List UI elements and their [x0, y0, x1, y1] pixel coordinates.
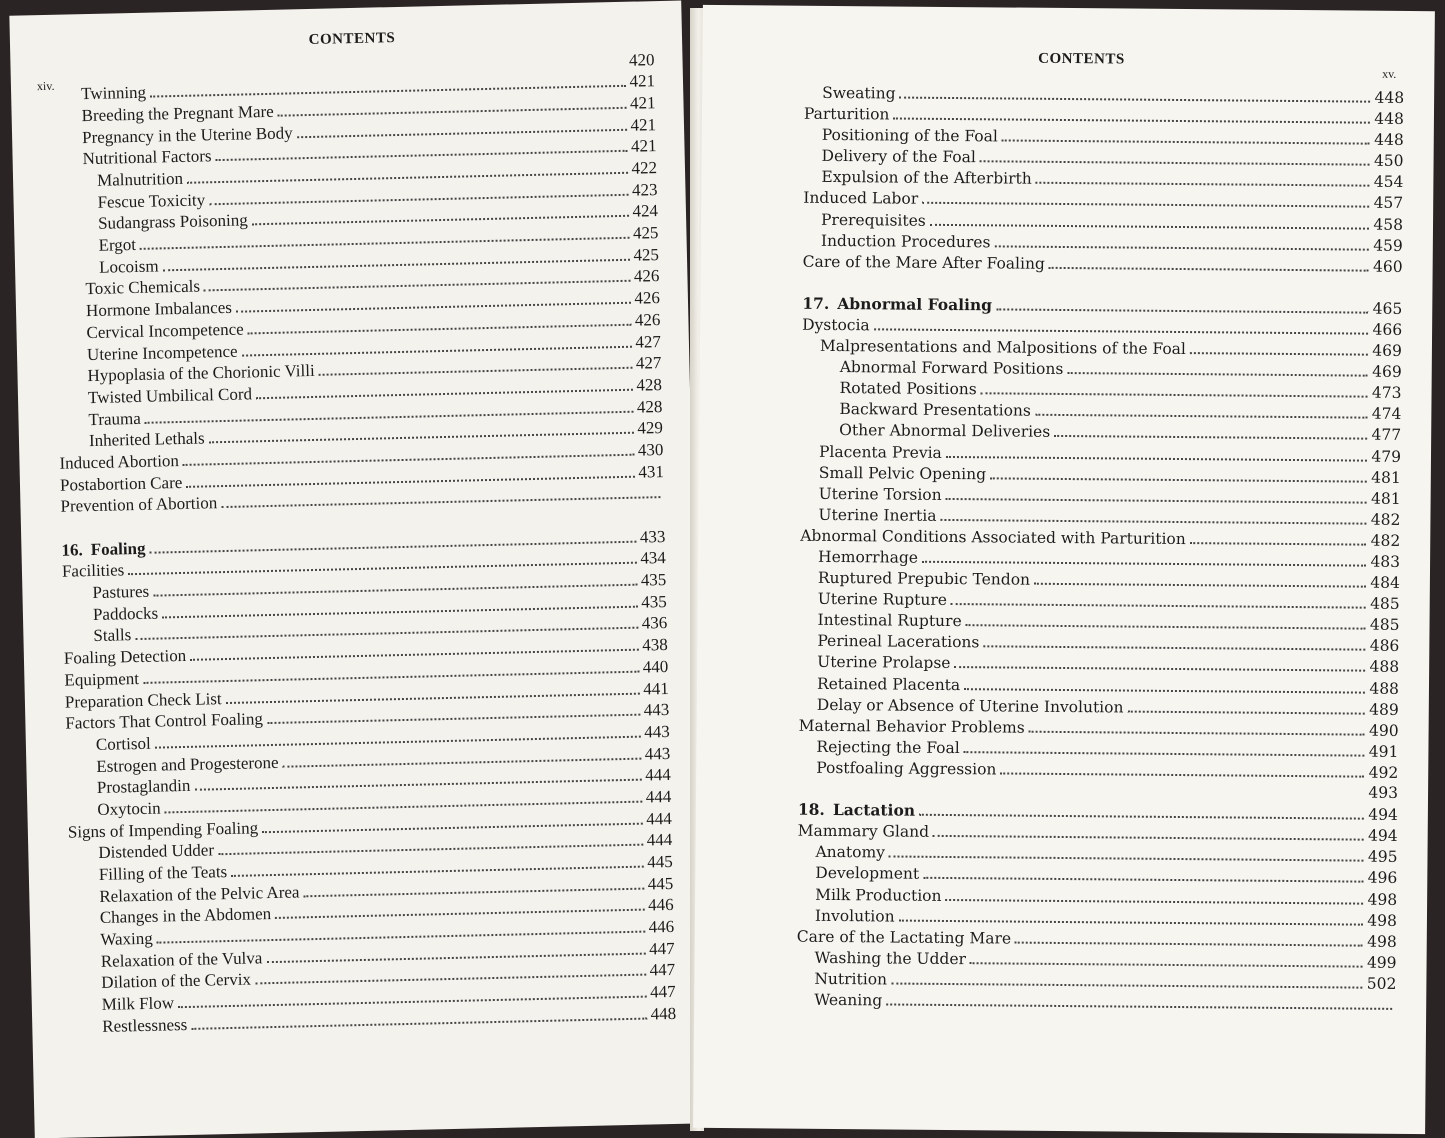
toc-entry: [752, 756, 1398, 783]
dot-leader: [930, 209, 1370, 229]
toc-entry-label: [818, 568, 1030, 591]
toc-page-number: 441: [643, 678, 669, 699]
toc-entry-title: Fescue Toxicity: [97, 190, 206, 212]
toc-entry-label: [840, 357, 1064, 380]
toc-entry-title: Toxic Chemicals: [85, 276, 201, 299]
toc-entry-label: [798, 821, 930, 843]
toc-page-number: 435: [641, 591, 668, 612]
toc-entry-label: [819, 484, 942, 506]
toc-entry-label: [798, 799, 915, 821]
toc-entry-title: Prerequisites: [820, 210, 926, 230]
folio: xiv.: [36, 78, 55, 94]
toc-entry-title: Uterine Inertia: [818, 505, 937, 525]
toc-entry-label: [102, 1014, 187, 1038]
toc-entry-label: [98, 234, 136, 257]
dot-leader: [1000, 758, 1364, 777]
toc-entry-title: Equipment: [64, 668, 140, 690]
toc-page-number: 498: [1367, 932, 1397, 951]
toc-entry-label: [99, 255, 159, 278]
toc-entry-title: Cervical Incompetence: [86, 319, 244, 342]
dot-leader: [922, 547, 1367, 567]
dot-leader: [891, 968, 1363, 988]
running-head: CONTENTS: [308, 30, 396, 48]
toc-entry-label: [60, 472, 183, 496]
toc-entry-label: [102, 992, 175, 1015]
toc-entry-label: [97, 168, 183, 192]
toc-page-number: 460: [1372, 257, 1403, 276]
toc-page-number: 445: [646, 851, 673, 872]
toc-page-number: 426: [633, 266, 660, 287]
dot-leader: [893, 104, 1370, 124]
toc-page-number: 447: [648, 938, 675, 959]
toc-entry-title: Prostaglandin: [96, 776, 191, 798]
toc-entry-label: [96, 733, 151, 756]
dot-leader: [1034, 569, 1366, 588]
dot-leader: [1029, 717, 1365, 736]
toc-page-number: 444: [646, 830, 673, 850]
dot-leader: [1049, 253, 1369, 272]
toc-entry-title: Care of the Lactating Mare: [796, 927, 1012, 948]
toc-entry-title: Prevention of Abortion: [60, 493, 218, 517]
toc-page-number: 424: [632, 201, 659, 222]
toc-entry-label: [93, 625, 131, 648]
toc-page-number: 430: [637, 440, 664, 460]
toc-page-number: 427: [635, 353, 662, 373]
toc-entry-label: [817, 652, 951, 674]
toc-entry-title: Dilation of the Cervix: [101, 970, 252, 993]
toc-entry-label: [59, 450, 179, 474]
toc-entry-title: Locoism: [98, 256, 159, 277]
toc-entry-title: Paddocks: [92, 603, 159, 624]
toc-page-number: 454: [1373, 173, 1404, 192]
toc-entry-label: [818, 589, 947, 611]
folio: xv.: [1382, 66, 1397, 81]
toc-page-number: 435: [640, 570, 667, 590]
toc-entry-title: Abnormal Conditions Associated with Parturition: [800, 526, 1186, 548]
toc-page-number: 494: [1368, 805, 1398, 825]
dot-leader: [996, 294, 1369, 313]
toc-entry: [750, 988, 1396, 1015]
dot-leader: [983, 632, 1365, 651]
toc-entry-title: Pastures: [92, 581, 150, 603]
toc-page-number: 436: [641, 613, 668, 634]
toc-entry-label: [822, 146, 976, 168]
toc-entry-label: [818, 505, 936, 527]
toc-page-number: 457: [1373, 194, 1404, 213]
toc-entry-label: [815, 842, 885, 864]
toc-entry-title: Stalls: [93, 625, 132, 646]
toc-entry-label: [92, 581, 149, 604]
toc-entry-label: [817, 610, 961, 632]
toc-entry-label: [802, 315, 870, 337]
toc-page-number: 427: [635, 331, 662, 352]
toc-entry-title: Distended Udder: [98, 840, 215, 863]
dot-leader: [945, 885, 1363, 905]
toc-entry-title: Breeding the Pregnant Mare: [81, 101, 274, 126]
dot-leader: [874, 314, 1369, 334]
dot-leader: [886, 989, 1392, 1009]
toc-entry-label: [839, 399, 1031, 422]
toc-page-number: 465: [1372, 299, 1403, 318]
toc-entry-title: Parturition: [803, 104, 890, 124]
dot-leader: [1036, 168, 1370, 187]
toc-entry-title: Nutrition: [814, 969, 888, 989]
toc-entry-title: Oxytocin: [97, 798, 161, 819]
toc-entry-title: Abnormal Foaling: [837, 293, 993, 315]
toc-page-number: 448: [1374, 109, 1405, 128]
dot-leader: [981, 379, 1368, 398]
toc-entry-title: Intestinal Rupture: [817, 611, 962, 631]
toc-entry-title: Rejecting the Foal: [816, 737, 960, 757]
toc-entry-title: Postabortion Care: [59, 472, 183, 495]
toc-page-number: 450: [1373, 151, 1404, 171]
toc-entry-title: Trauma: [88, 408, 141, 429]
toc-page-number: 482: [1370, 510, 1401, 529]
toc-page-number: 466: [1372, 320, 1403, 339]
dot-leader: [970, 948, 1363, 967]
toc-page-number: 434: [640, 548, 667, 569]
toc-entry-label: [819, 441, 942, 463]
dot-leader: [946, 442, 1368, 462]
toc-entry-label: [85, 276, 200, 300]
toc-page-number: 495: [1367, 847, 1398, 867]
toc-entry-title: Expulsion of the Afterbirth: [821, 168, 1032, 189]
toc-entry-title: Perineal Lacerations: [817, 632, 980, 652]
toc-page-number: 423: [631, 179, 658, 200]
toc-page-number: 444: [646, 808, 672, 829]
dot-leader: [919, 800, 1364, 820]
toc-page-number: 443: [644, 743, 671, 764]
toc-entry-title: Preparation Check List: [64, 688, 222, 712]
toc-page-number: 431: [638, 461, 665, 482]
toc-entry-label: [819, 462, 986, 485]
toc-entry-title: Signs of Impending Foaling: [67, 818, 259, 842]
toc-entry-title: Anatomy: [815, 843, 886, 862]
toc-entry-title: Malnutrition: [96, 168, 184, 190]
toc-entry-label: [799, 715, 1025, 738]
toc-entry-label: [62, 560, 125, 583]
toc-entry-label: [803, 251, 1045, 274]
orphan-page-number: 493: [1368, 783, 1399, 803]
toc-page-number: 473: [1371, 383, 1402, 403]
dot-leader: [964, 737, 1365, 756]
toc-page-number: 438: [642, 635, 669, 655]
toc-entry-title: Dystocia: [802, 315, 870, 335]
toc-page-number: 447: [649, 960, 676, 980]
toc-page-number: 492: [1368, 763, 1399, 782]
toc-entry-title: Changes in the Abdomen: [99, 904, 272, 928]
toc-entry-title: Abnormal Forward Positions: [839, 358, 1064, 379]
toc-page-number: 421: [630, 114, 657, 135]
toc-page-number: 448: [1374, 130, 1404, 150]
toc-entry-title: Hemorrhage: [818, 547, 919, 567]
toc-entry-label: [821, 230, 991, 253]
toc-entry-title: Hormone Imbalances: [85, 297, 233, 321]
toc-entry-title: Ergot: [98, 235, 137, 255]
dot-leader: [1035, 400, 1368, 419]
toc-entry-title: Facilities: [61, 560, 125, 582]
toc-entry-label: [815, 948, 967, 970]
toc-entry-title: Twisted Umbilical Cord: [87, 384, 253, 408]
chapter-number: 18.: [797, 799, 825, 820]
toc-entry-label: [802, 293, 992, 316]
dot-leader: [923, 863, 1364, 883]
toc-entry-label: [64, 668, 139, 691]
toc-entry-label: [817, 631, 979, 654]
toc-page-number: 485: [1369, 615, 1400, 635]
toc-entry-title: Development: [815, 864, 920, 884]
toc-entry-title: Ruptured Prepubic Tendon: [817, 568, 1031, 589]
toc-entry-label: [97, 189, 205, 213]
dot-leader: [1067, 358, 1368, 377]
dot-leader: [990, 463, 1367, 482]
toc-entry-title: Waxing: [100, 928, 153, 950]
toc-entry-label: [803, 188, 918, 210]
toc-entry-title: Twinning: [80, 82, 147, 104]
toc-page-number: 444: [645, 765, 671, 785]
toc-page-number: 421: [629, 71, 656, 92]
toc-page-number: 477: [1371, 426, 1402, 445]
toc-entry-title: Retained Placenta: [816, 674, 961, 694]
toc-entry-title: Relaxation of the Vulva: [100, 948, 263, 971]
toc-entry-title: Care of the Mare After Foaling: [802, 252, 1045, 273]
toc-page-number: 491: [1368, 742, 1399, 761]
toc-page-number: 421: [629, 93, 656, 113]
toc-page-number: 446: [648, 917, 675, 937]
toc-page-number: 484: [1370, 573, 1400, 593]
toc-page-number: 426: [634, 288, 661, 308]
toc-entry-label: [814, 990, 882, 1012]
dot-leader: [889, 842, 1364, 862]
toc-page-number: 489: [1369, 700, 1399, 719]
dot-leader: [951, 589, 1366, 609]
toc-entry-title: Milk Production: [815, 885, 942, 905]
toc-page-number: 444: [645, 786, 672, 807]
toc-entry-label: [815, 905, 895, 927]
toc-entry-title: Sweating: [822, 83, 896, 103]
chapter-number: 16.: [61, 539, 83, 560]
toc-entry-label: [815, 884, 942, 906]
dot-leader: [899, 83, 1370, 103]
dot-leader: [899, 905, 1364, 925]
toc-entry-title: Backward Presentations: [839, 400, 1031, 421]
dot-leader: [1127, 696, 1365, 714]
toc-page-number: 485: [1370, 594, 1400, 614]
toc-page-number: 458: [1373, 215, 1404, 234]
toc-page-number: 448: [650, 1003, 677, 1024]
toc-page-number: 440: [642, 656, 669, 677]
toc-entry-title: Placenta Previa: [818, 442, 942, 462]
toc-entry-label: [815, 863, 919, 885]
dot-leader: [922, 188, 1370, 208]
toc-entry-title: Positioning of the Foal: [821, 125, 998, 146]
toc-entry-title: Pregnancy in the Uterine Body: [81, 123, 293, 147]
toc-entry-title: Milk Flow: [101, 993, 175, 1015]
toc-entry-label: [814, 969, 887, 991]
toc-page-number: 483: [1370, 552, 1401, 571]
toc-page-number: 486: [1369, 637, 1400, 656]
toc-page-number: 443: [644, 721, 670, 742]
toc-entry-title: Sudangrass Poisoning: [97, 210, 248, 234]
orphan-page-number: 420: [628, 50, 655, 70]
toc-page-number: 428: [636, 396, 663, 417]
dot-leader: [994, 231, 1369, 250]
toc-entry-title: Cortisol: [95, 733, 151, 754]
toc-entry-title: Induction Procedures: [820, 231, 991, 251]
toc-entry-label: [98, 840, 214, 864]
dot-leader: [964, 674, 1365, 693]
toc-entry-title: Hypoplasia of the Chorionic Villi: [87, 361, 315, 386]
toc-page-number: 433: [639, 526, 666, 547]
dot-leader: [1002, 126, 1370, 145]
toc-entry-label: [797, 926, 1012, 949]
toc-page-number: 447: [649, 982, 676, 1002]
toc-entry-title: Restlessness: [102, 1014, 188, 1036]
toc-page-number: 459: [1373, 236, 1403, 255]
toc-entry-title: Uterine Torsion: [818, 484, 942, 504]
toc-entry-title: Induced Abortion: [59, 451, 180, 473]
dot-leader: [940, 505, 1366, 525]
toc-entry-title: Induced Labor: [803, 189, 919, 209]
dot-leader: [1190, 338, 1369, 355]
toc-entry-label: [81, 82, 146, 105]
table-of-contents: [750, 81, 1404, 1015]
table-of-contents: [51, 69, 676, 1037]
toc-entry-title: Inherited Lethals: [88, 428, 205, 451]
toc-page-number: 422: [631, 158, 658, 178]
toc-entry-title: Filling of the Teats: [98, 862, 228, 885]
toc-entry-title: Factors That Control Foaling: [65, 709, 264, 733]
dot-leader: [966, 610, 1366, 629]
toc-page-number: 469: [1372, 341, 1402, 361]
toc-entry-title: Uterine Prolapse: [817, 653, 951, 673]
dot-leader: [1015, 927, 1363, 946]
toc-page-number: 496: [1367, 869, 1398, 888]
toc-entry-label: [816, 737, 959, 759]
toc-page-number: 429: [637, 418, 664, 438]
toc-entry-title: Washing the Udder: [814, 948, 967, 968]
running-head: CONTENTS: [1038, 50, 1125, 68]
toc-page-number: 498: [1367, 890, 1398, 909]
dot-leader: [980, 147, 1370, 166]
toc-entry-label: [821, 209, 926, 231]
toc-entry-label: [817, 695, 1124, 719]
toc-entry-label: [822, 125, 998, 148]
toc-page-number: 469: [1372, 362, 1402, 382]
toc-entry-title: Other Abnormal Deliveries: [839, 421, 1051, 442]
toc-page-number: 443: [643, 700, 670, 720]
toc-page-number: 502: [1366, 974, 1397, 993]
toc-page-number: 425: [633, 244, 660, 265]
toc-page-number: 481: [1370, 489, 1401, 508]
toc-entry-title: Mammary Gland: [797, 821, 930, 842]
toc-page-number: 425: [632, 223, 659, 243]
toc-entry-title: Delivery of the Foal: [821, 147, 976, 167]
toc-entry-label: [100, 928, 153, 951]
dot-leader: [954, 653, 1365, 673]
toc-entry-title: Small Pelvic Opening: [818, 463, 987, 483]
toc-entry-title: Estrogen and Progesterone: [96, 752, 279, 776]
toc-entry: [757, 250, 1403, 277]
dot-leader: [933, 821, 1364, 841]
toc-entry-title: Foaling Detection: [63, 646, 187, 668]
toc-page-number: 445: [647, 873, 674, 894]
dot-leader: [1190, 528, 1367, 545]
toc-entry-label: [839, 378, 976, 400]
toc-page-number: 428: [636, 374, 663, 395]
toc-entry-title: Involution: [814, 906, 895, 926]
toc-page-number: 488: [1369, 658, 1400, 677]
toc-page-number: 488: [1369, 679, 1400, 698]
toc-entry-title: Lactation: [832, 800, 916, 820]
toc-entry-label: [60, 493, 217, 518]
toc-entry-label: [818, 547, 918, 569]
left-page: [9, 1, 706, 1138]
toc-entry-label: [822, 83, 896, 105]
toc-page-number: 474: [1371, 405, 1402, 424]
toc-entry-title: Weaning: [814, 990, 883, 1010]
toc-page-number: 499: [1366, 953, 1397, 972]
chapter-number: 17.: [802, 293, 830, 313]
toc-entry-label: [99, 861, 228, 886]
dot-leader: [946, 484, 1367, 504]
right-page: [693, 5, 1435, 1134]
toc-entry-title: Uterine Rupture: [817, 590, 948, 610]
toc-page-number: 479: [1371, 447, 1402, 466]
toc-entry-label: [88, 408, 141, 431]
toc-entry-title: Foaling: [90, 538, 146, 559]
toc-entry-label: [839, 420, 1050, 443]
toc-entry-title: Relaxation of the Pelvic Area: [99, 882, 300, 906]
toc-entry-title: Uterine Incompetence: [86, 341, 238, 364]
toc-page-number: 498: [1367, 911, 1398, 930]
toc-entry-title: Rotated Positions: [839, 379, 977, 399]
toc-entry-label: [817, 673, 960, 695]
toc-page-number: 421: [630, 136, 657, 157]
toc-entry-label: [804, 104, 890, 126]
toc-page-number: 448: [1374, 88, 1405, 107]
toc-page-number: 482: [1370, 531, 1401, 550]
toc-entry-label: [816, 758, 996, 781]
toc-page-number: 481: [1371, 468, 1401, 487]
toc-entry-title: Malpresentations and Malpositions of the Foal: [819, 336, 1186, 359]
toc-page-number: 426: [634, 309, 661, 330]
toc-page-number: 494: [1368, 826, 1398, 846]
toc-entry-title: Delay or Absence of Uterine Involution: [816, 695, 1124, 717]
toc-page-number: 490: [1368, 721, 1399, 740]
toc-page-number: 446: [647, 895, 674, 915]
toc-entry-label: [821, 167, 1032, 190]
toc-entry-label: [97, 798, 161, 821]
toc-entry-title: Nutritional Factors: [82, 146, 212, 169]
toc-entry-title: Postfoaling Aggression: [816, 758, 997, 779]
dot-leader: [1054, 421, 1368, 440]
toc-entry-title: Maternal Behavior Problems: [798, 716, 1025, 737]
